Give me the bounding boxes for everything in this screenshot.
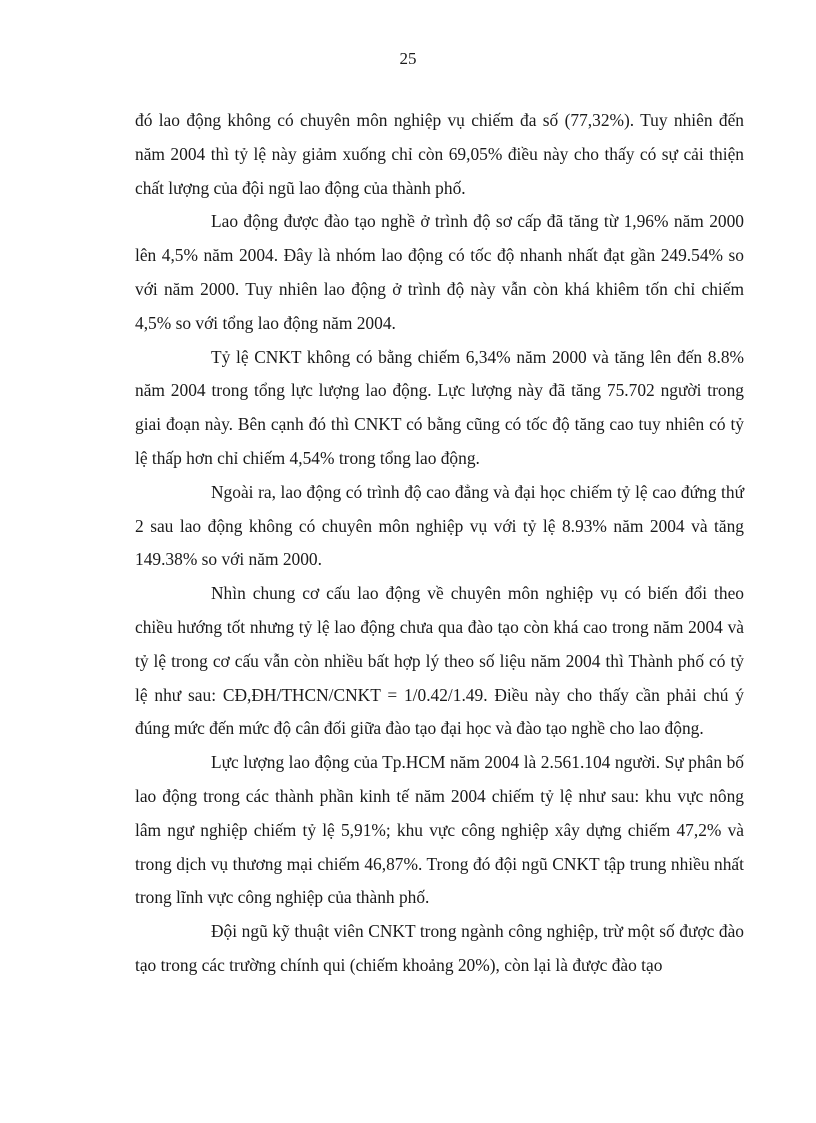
page-number: 25 (399, 49, 417, 68)
paragraph-technicians: Đội ngũ kỹ thuật viên CNKT trong ngành công nghiệp, trừ một số được đào tạo trong các trường chính qui (chiếm khoảng 20%), còn lại là được đào tạo (135, 921, 744, 975)
paragraph-continuation: đó lao động không có chuyên môn nghiệp vụ chiếm đa số (77,32%). Tuy nhiên đến năm 2004 thì tỷ lệ này giảm xuống chỉ còn 69,05% điều này cho thấy có sự cải thiện chất lượng của đội ngũ lao động của thành phố. (135, 110, 744, 198)
paragraph-structure-overview: Nhìn chung cơ cấu lao động về chuyên môn nghiệp vụ có biến đổi theo chiều hướng tốt nhưng tỷ lệ lao động chưa qua đào tạo còn khá cao trong năm 2004 và tỷ lệ trong cơ cấu vẫn còn nhiều bất hợp lý theo số liệu năm 2004 thì Thành phố có tỷ lệ như sau: CĐ,ĐH/THCN/CNKT = 1/0.42/1.49. Điều này cho thấy cần phải chú ý đúng mức đến mức độ cân đối giữa đào tạo đại học và đào tạo nghề cho lao động. (135, 583, 744, 739)
paragraph-cnkt-ratio: Tỷ lệ CNKT không có bằng chiếm 6,34% năm 2000 và tăng lên đến 8.8% năm 2004 trong tổng lực lượng lao động. Lực lượng này đã tăng 75.702 người trong giai đoạn này. Bên cạnh đó thì CNKT có bằng cũng có tốc độ tăng cao tuy nhiên có tỷ lệ thấp hơn chỉ chiếm 4,54% trong tổng lao động. (135, 346, 744, 468)
paragraph-labor-force: Lực lượng lao động của Tp.HCM năm 2004 là 2.561.104 người. Sự phân bố lao động trong các thành phần kinh tế năm 2004 chiếm tỷ lệ như sau: khu vực nông lâm ngư nghiệp chiếm tỷ lệ 5,91%; khu vực công nghiệp xây dựng chiếm 47,2% và trong dịch vụ thương mại chiếm 46,87%. Trong đó đội ngũ CNKT tập trung nhiều nhất trong lĩnh vực công nghiệp của thành phố. (135, 752, 744, 908)
document-body (135, 104, 744, 983)
paragraph-vocational-training: Lao động được đào tạo nghề ở trình độ sơ cấp đã tăng từ 1,96% năm 2000 lên 4,5% năm 2004. Đây là nhóm lao động có tốc độ nhanh nhất đạt gần 249.54% so với năm 2000. Tuy nhiên lao động ở trình độ này vẫn còn khá khiêm tốn chỉ chiếm 4,5% so với tổng lao động năm 2004. (135, 211, 744, 333)
paragraph-college-university: Ngoài ra, lao động có trình độ cao đẳng và đại học chiếm tỷ lệ cao đứng thứ 2 sau lao động không có chuyên môn nghiệp vụ với tỷ lệ 8.93% năm 2004 và tăng 149.38% so với năm 2000. (135, 481, 744, 570)
